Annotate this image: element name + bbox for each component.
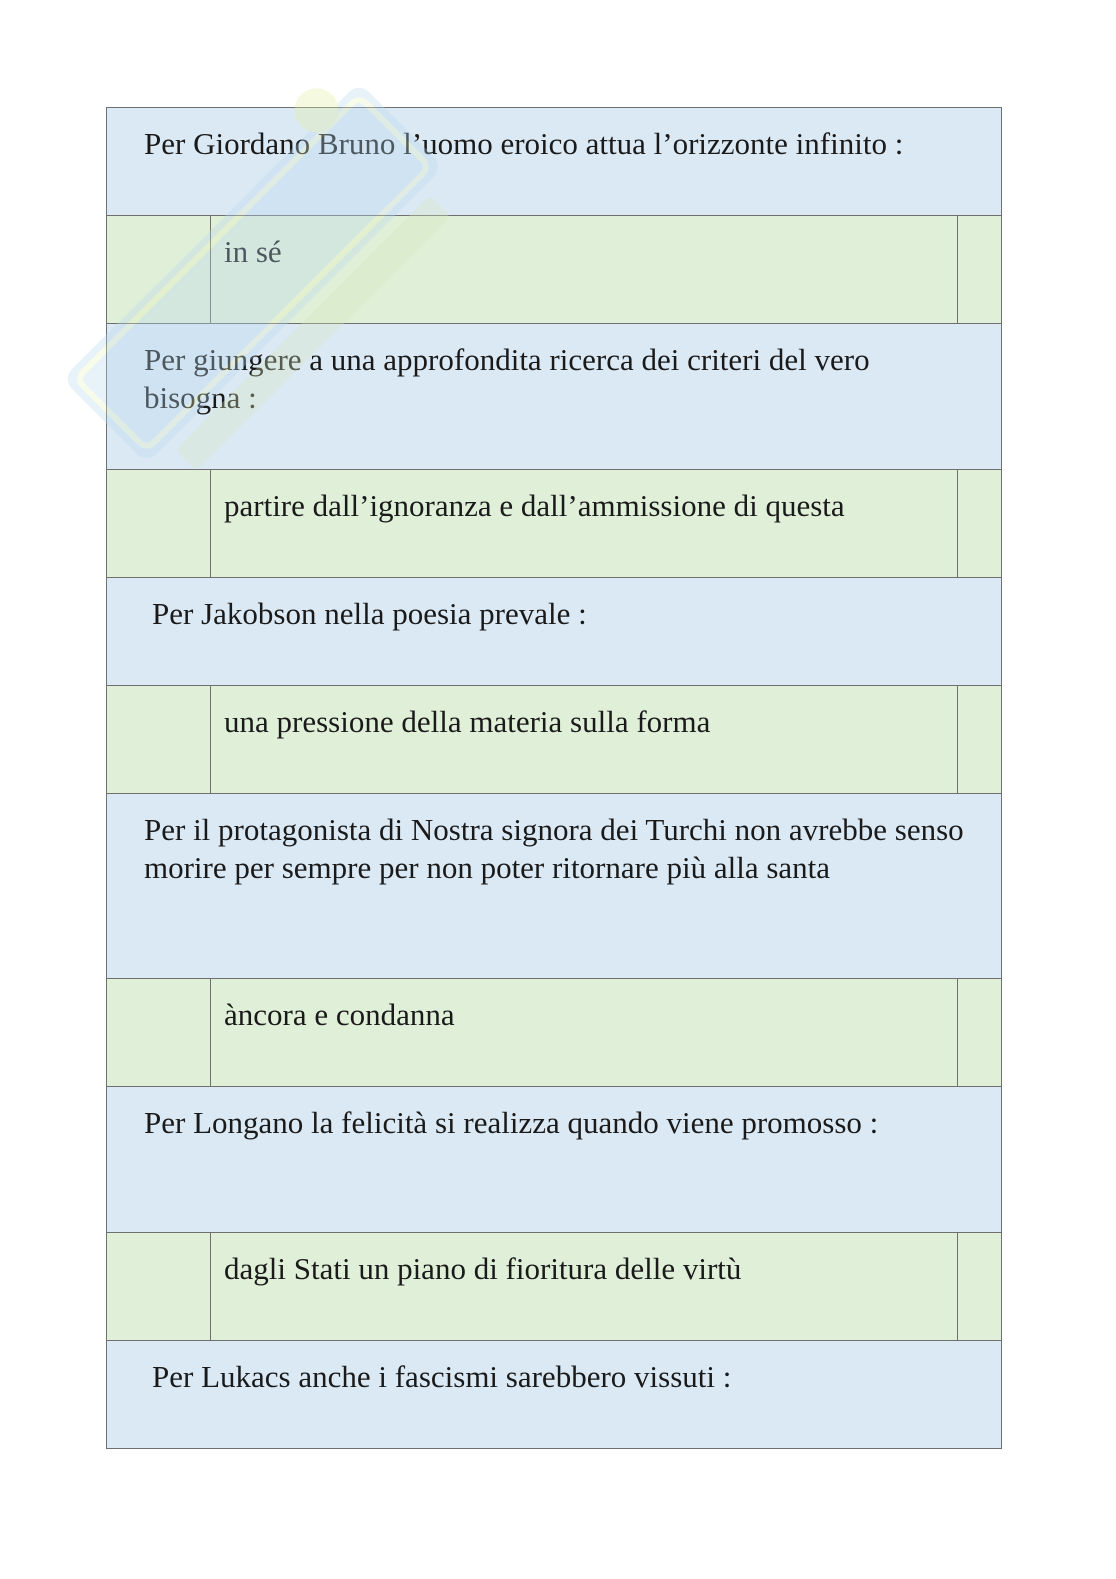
- answer-right-cell: [957, 216, 1001, 323]
- answer-row: [107, 470, 1001, 578]
- question-row: [107, 108, 1001, 216]
- question-text: Per Giordano Bruno l’uomo eroico attua l’orizzonte infinito :: [144, 126, 904, 161]
- answer-left-cell: [107, 979, 211, 1086]
- question-row: [107, 1087, 1001, 1233]
- question-row: [107, 1341, 1001, 1448]
- question-row: [107, 578, 1001, 686]
- answer-text: in sé: [224, 234, 282, 269]
- answer-left-cell: [107, 1233, 211, 1340]
- answer-text: àncora e condanna: [224, 997, 455, 1032]
- answer-text: partire dall’ignoranza e dall’ammissione di questa: [224, 488, 845, 523]
- answer-row: [107, 216, 1001, 324]
- answer-right-cell: [957, 686, 1001, 793]
- answer-left-cell: [107, 470, 211, 577]
- question-text: Per giungere a una approfondita ricerca dei criteri del vero bisogna :: [144, 342, 870, 415]
- answer-left-cell: [107, 216, 211, 323]
- answer-row: [107, 686, 1001, 794]
- question-text: Per Lukacs anche i fascismi sarebbero vissuti :: [152, 1359, 732, 1394]
- question-row: [107, 794, 1001, 979]
- question-text: Per il protagonista di Nostra signora dei Turchi non avrebbe senso morire per sempre per non poter ritornare più alla santa: [144, 812, 964, 885]
- answer-text: dagli Stati un piano di fioritura delle virtù: [224, 1251, 742, 1286]
- answer-right-cell: [957, 979, 1001, 1086]
- answer-row: [107, 979, 1001, 1087]
- quiz-table: [106, 107, 1002, 1449]
- question-row: [107, 324, 1001, 470]
- answer-row: [107, 1233, 1001, 1341]
- answer-text: una pressione della materia sulla forma: [224, 704, 711, 739]
- question-text: Per Longano la felicità si realizza quando viene promosso :: [144, 1105, 879, 1140]
- answer-left-cell: [107, 686, 211, 793]
- answer-right-cell: [957, 1233, 1001, 1340]
- answer-right-cell: [957, 470, 1001, 577]
- question-text: Per Jakobson nella poesia prevale :: [152, 596, 587, 631]
